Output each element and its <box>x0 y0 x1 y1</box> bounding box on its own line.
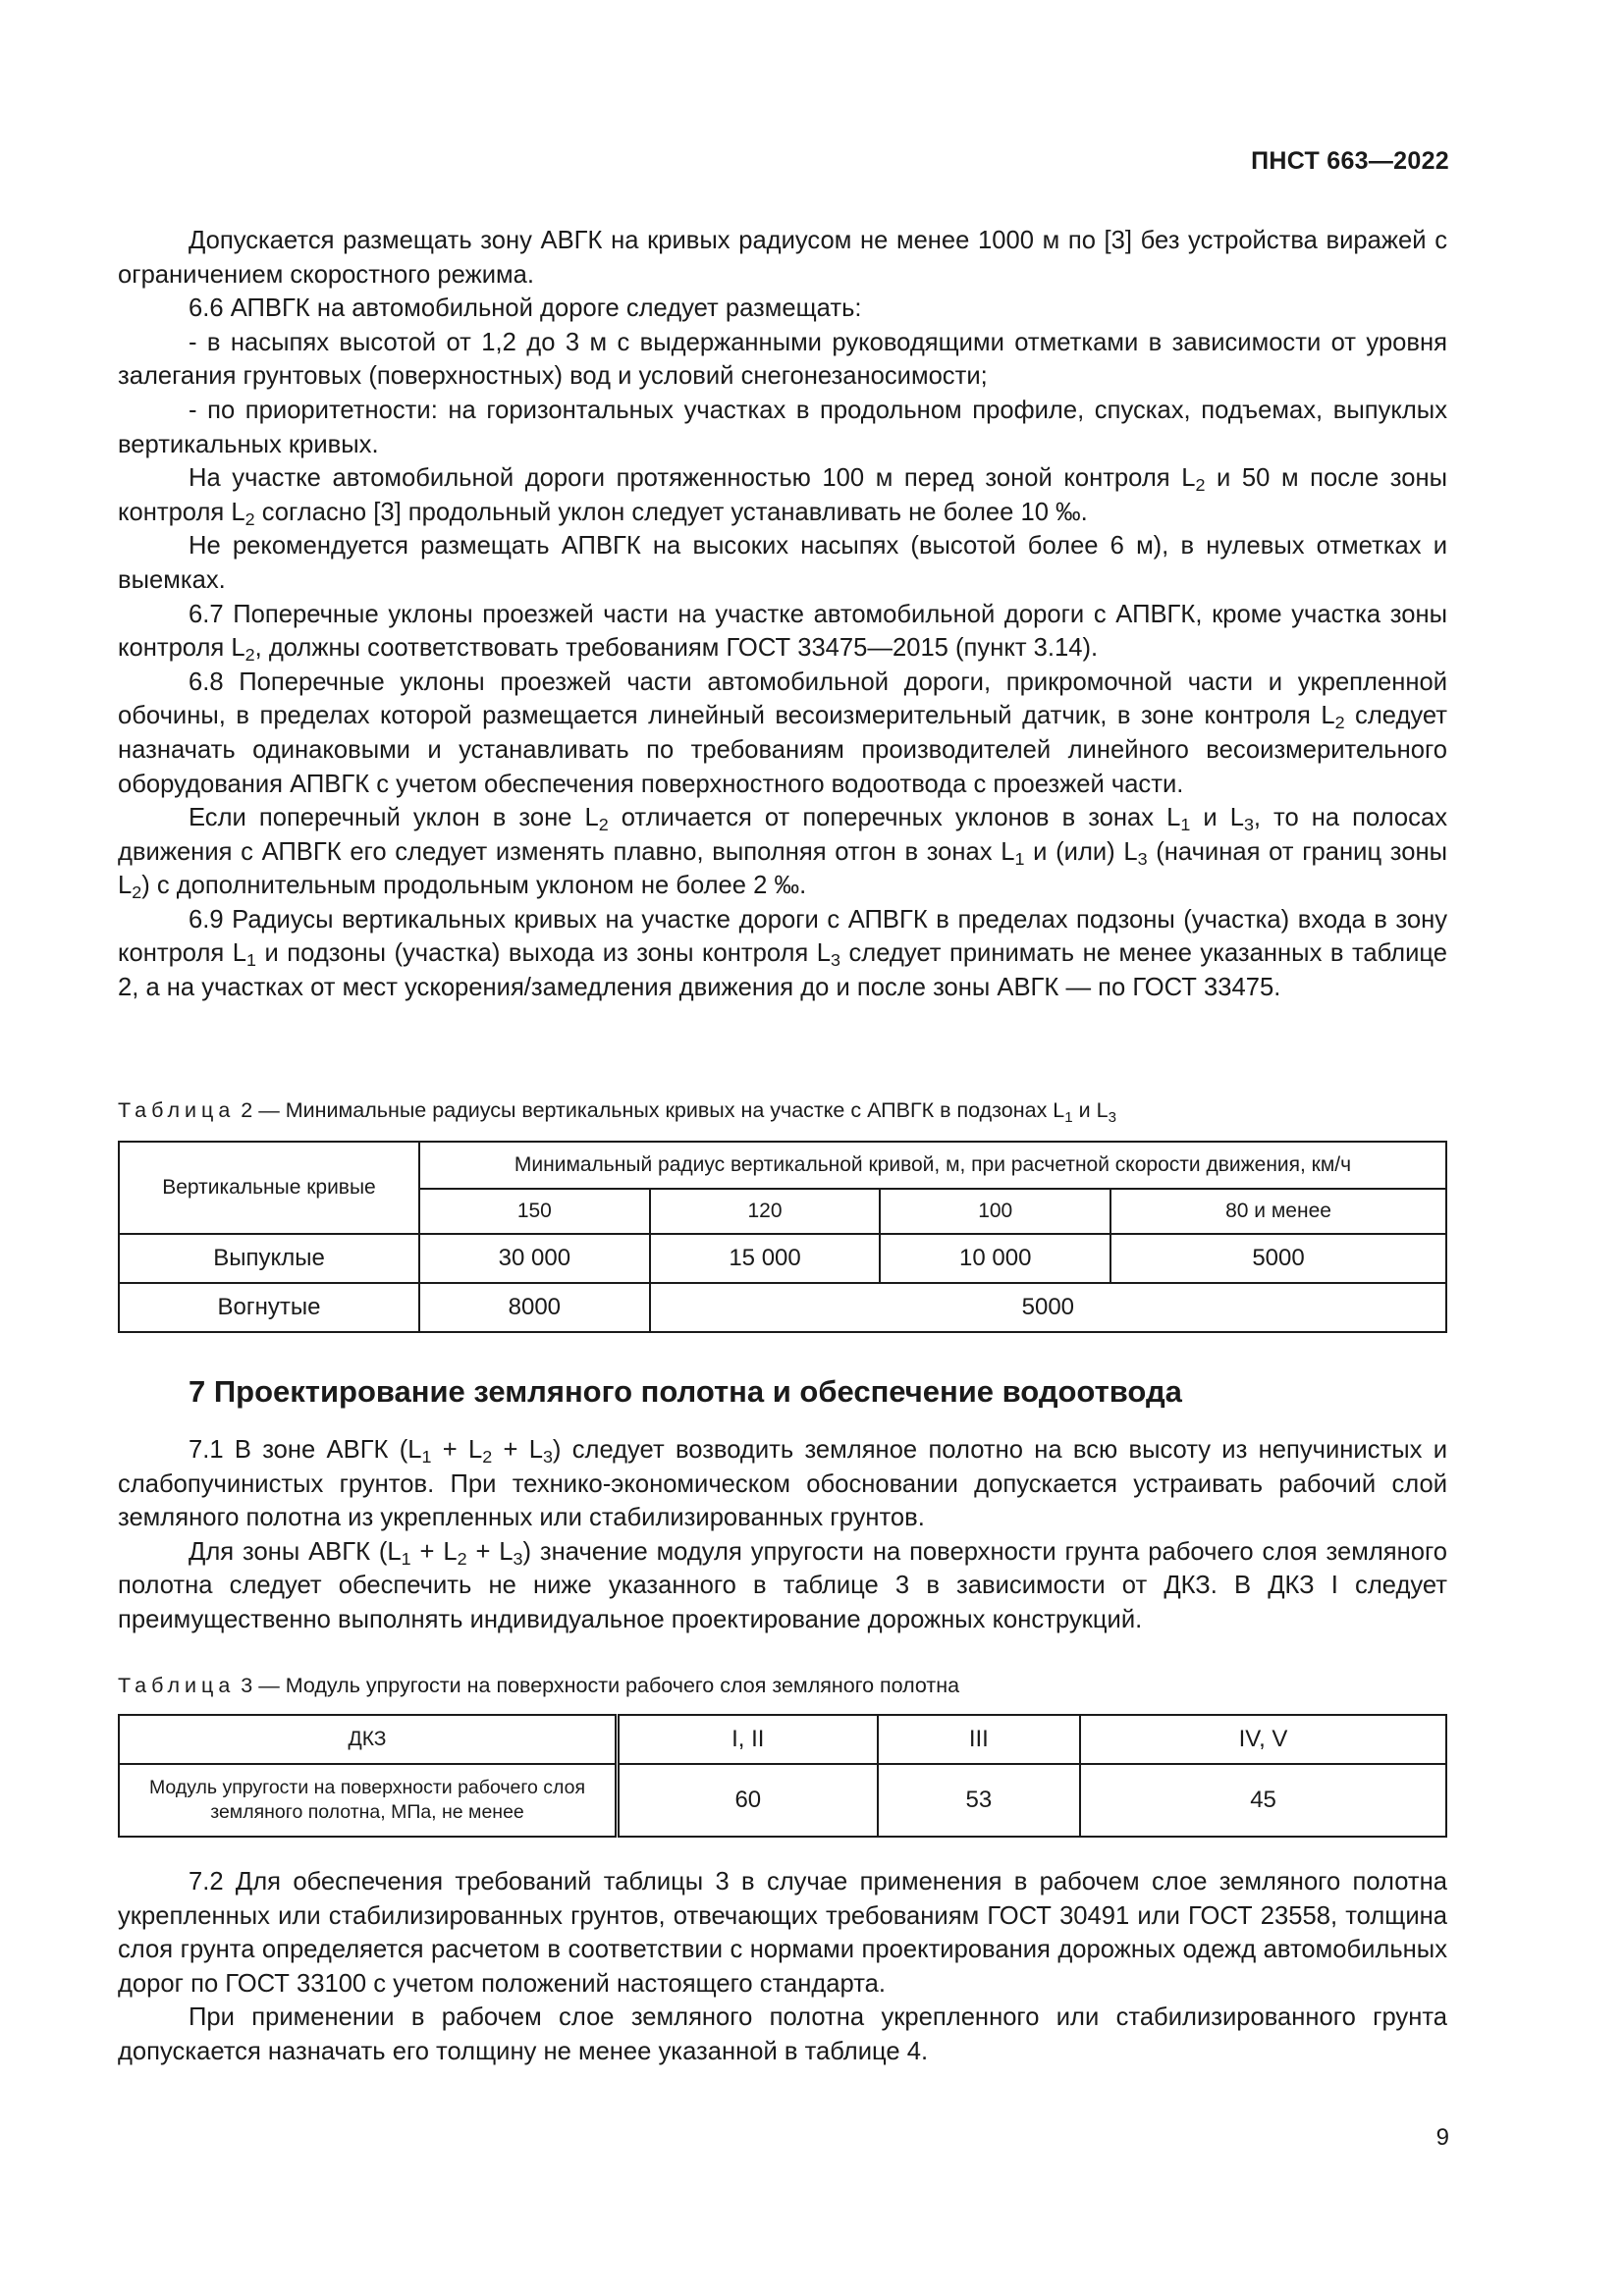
paragraph-7-2: 7.2 Для обеспечения требований таблицы 3 в случае применения в рабочем слое земляного полотна укрепленных или стабилизированных грунтов, отвечающих требованиям ГОСТ 30491 или ГОСТ 23558, толщина слоя грунта определяется расчетом в соответствии с нормами проектирования дорожных одежд автомобильных дорог по ГОСТ 33100 с учетом положений настоящего стандарта. <box>118 1868 1447 1998</box>
column-header: I, II <box>618 1715 878 1764</box>
page-number: 9 <box>1435 2124 1449 2151</box>
column-header: III <box>878 1715 1081 1764</box>
cell: 53 <box>878 1764 1081 1837</box>
row-label: Выпуклые <box>119 1234 419 1283</box>
table-3 <box>118 1714 1447 1838</box>
paragraph-6-9: 6.9 Радиусы вертикальных кривых на участке дороги с АПВГК в пределах подзоны (участка) входа в зону контроля $L_1$ и подзоны (участка) выхода из зоны контроля $L_3$ следует принимать не менее указанных в таблице 2, а на участках от мест ускорения/замедления движения до и после зоны АВГК — по ГОСТ 33475. <box>118 905 1447 1002</box>
paragraph: Если поперечный уклон в зоне $L_2$ отличается от поперечных уклонов в зонах $L_1$ и $L_3$, то на полосах движения с АПВГК его следует изменять плавно, выполняя отгон в зонах $L_1$ и (или) $L_3$ (начиная от границ зоны $L_2$) с дополнительным продольным уклоном не более 2 ‰. <box>118 804 1447 903</box>
table-2-caption: Таблица 2 — Минимальные радиусы вертикальных кривых на участке с АПВГК в подзонах $L_1$ и $L_3$ <box>118 1098 1116 1126</box>
column-header: IV, V <box>1080 1715 1446 1764</box>
section-7-heading-wrap <box>118 1372 1447 1412</box>
cell: 8000 <box>419 1283 650 1332</box>
cell: 5000 <box>1110 1234 1446 1283</box>
cell: 45 <box>1080 1764 1446 1837</box>
column-header: ДКЗ <box>119 1715 618 1764</box>
section-7-text <box>118 1433 1447 1637</box>
cell: 10 000 <box>880 1234 1110 1283</box>
paragraph: Не рекомендуется размещать АПВГК на высоких насыпях (высотой более 6 м), в нулевых отметках и выемках. <box>118 532 1447 594</box>
speed-header: 120 <box>650 1189 881 1234</box>
list-item: - в насыпях высотой от 1,2 до 3 м с выдержанными руководящими отметками в зависимости от уровня залегания грунтовых (поверхностных) вод и условий снегонезаносимости; <box>118 328 1447 391</box>
column-header: Вертикальные кривые <box>119 1142 419 1234</box>
paragraph-6-6: 6.6 АПВГК на автомобильной дороге следует размещать: <box>189 294 862 323</box>
speed-header: 150 <box>419 1189 650 1234</box>
paragraph-6-8: 6.8 Поперечные уклоны проезжей части автомобильной дороги, прикромочной части и укрепленной обочины, в пределах которой размещается линейный весоизмерительный датчик, в зоне контроля $L_2$ следует назначать одинаковыми и устанавливать по требованиям производителей линейного весоизмерительного оборудования АПВГК с учетом обеспечения поверхностного водоотвода с проезжей части. <box>118 667 1447 798</box>
table-row <box>119 1283 1446 1332</box>
paragraph: На участке автомобильной дороги протяженностью 100 м перед зоной контроля $L_2$ и 50 м после зоны контроля $L_2$ согласно [3] продольный уклон следует устанавливать не более 10 ‰. <box>118 464 1448 529</box>
paragraph: Для зоны АВГК $(L_1 + L_2 + L_3)$ значение модуля упругости на поверхности грунта рабочего слоя земляного полотна следует обеспечить не ниже указанного в таблице 3 в зависимости от ДКЗ. В ДКЗ I следует преимущественно выполнять индивидуальное проектирование дорожных конструкций. <box>118 1537 1447 1633</box>
table-row <box>119 1234 1446 1283</box>
row-label: Вогнутые <box>119 1283 419 1332</box>
cell: 30 000 <box>419 1234 650 1283</box>
section-heading: 7 Проектирование земляного полотна и обеспечение водоотвода <box>189 1374 1182 1409</box>
speed-header: 80 и менее <box>1110 1189 1446 1234</box>
cell: 60 <box>618 1764 878 1837</box>
table-2 <box>118 1141 1447 1333</box>
column-group-header: Минимальный радиус вертикальной кривой, м, при расчетной скорости движения, км/ч <box>419 1142 1446 1189</box>
table-row <box>119 1764 1446 1837</box>
paragraph-7-1: 7.1 В зоне АВГК $(L_1 + L_2 + L_3)$ следует возводить земляное полотно на всю высоту из непучинистых и слабопучинистых грунтов. При технико-экономическом обосновании допускается устраивать рабочий слой земляного полотна из укрепленных или стабилизированных грунтов. <box>118 1436 1447 1532</box>
list-item: - по приоритетности: на горизонтальных участках в продольном профиле, спусках, подъемах, выпуклых вертикальных кривых. <box>118 396 1447 458</box>
cell: 5000 <box>650 1283 1446 1332</box>
cell: 15 000 <box>650 1234 881 1283</box>
document-code: ПНСТ 663—2022 <box>1251 147 1449 175</box>
paragraph: Допускается размещать зону АВГК на кривых радиусом не менее 1000 м по [3] без устройства виражей с ограничением скоростного режима. <box>118 227 1447 289</box>
paragraph: При применении в рабочем слое земляного полотна укрепленного или стабилизированного грунта допускается назначать его толщину не менее указанной в таблице 4. <box>118 2003 1447 2065</box>
speed-header: 100 <box>880 1189 1110 1234</box>
row-label: Модуль упругости на поверхности рабочего слоя земляного полотна, МПа, не менее <box>119 1764 618 1837</box>
section-7-2-text <box>118 1865 1447 2069</box>
table-3-caption: Таблица 3 — Модуль упругости на поверхности рабочего слоя земляного полотна <box>118 1674 960 1697</box>
section-6-text <box>118 224 1447 1005</box>
paragraph-6-7: 6.7 Поперечные уклоны проезжей части на участке автомобильной дороги с АПВГК, кроме участка зоны контроля $L_2$, должны соответствовать требованиям ГОСТ 33475—2015 (пункт 3.14). <box>118 600 1447 666</box>
